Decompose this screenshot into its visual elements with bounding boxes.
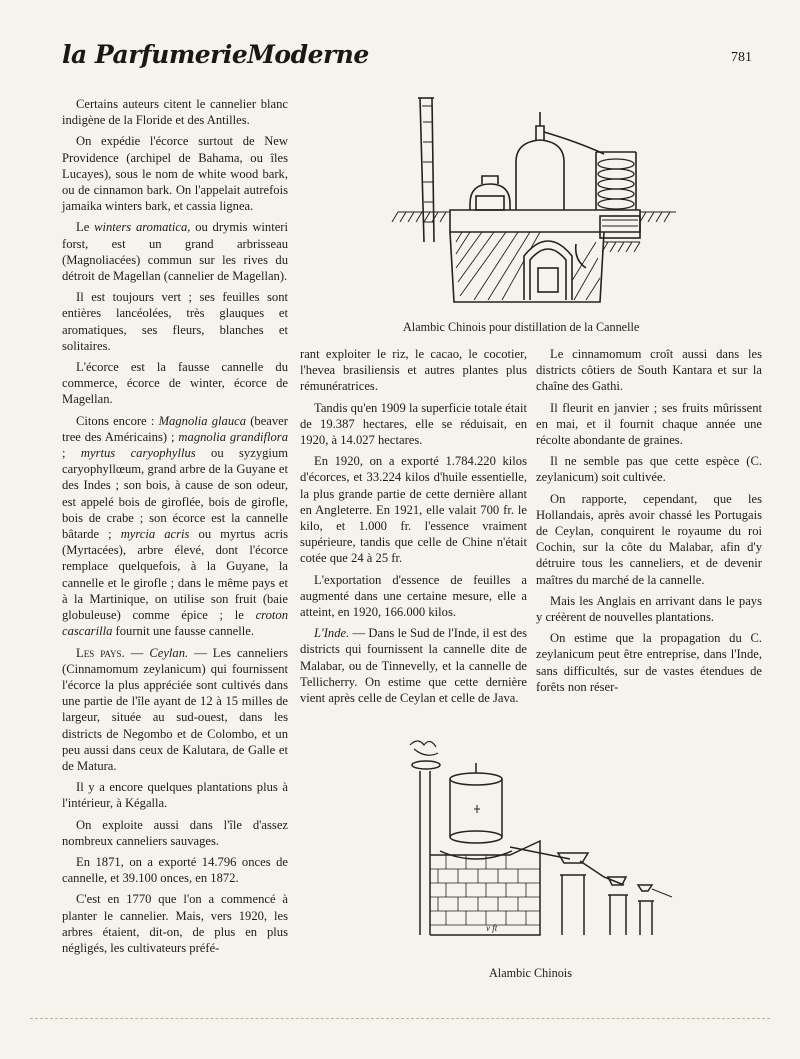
paragraph: Il est toujours vert ; ses feuilles sont entières lancéolées, très glauques et aromatiques, ses fleurs, blanches et solitaires. [62,290,288,353]
paragraph: Tandis qu'en 1909 la superficie totale était de 19.387 hectares, elle se réduisait, en 1920, à 14.027 hectares. [300,400,527,448]
paragraph: On estime que la propagation du C. zeylanicum peut être entreprise, dans l'Inde, sans difficultés, sur de vastes étendues de forêts non réser- [536,631,762,694]
paragraph: Le cinnamomum croît aussi dans les districts côtiers de South Kantara et sur la chaîne des Gathi. [536,347,762,394]
paragraph: L'écorce est la fausse cannelle du commerce, écorce de winter, écorce de Magellan. [62,360,288,407]
paragraph: C'est en 1770 que l'on a commencé à planter le cannelier. Mais, vers 1920, les arbres étaient, dit-on, de plus en plus négligés, les cultivateurs préfé- [62,892,288,955]
text-run: — [130,645,144,660]
figure-caption: Alambic Chinois [489,966,572,980]
paragraph: On expédie l'écorce surtout de New Providence (archipel de Bahama, ou îles Lucayes), sous le nom de white wood bark, ou de cinnamon bark. On l'appelait autrefois jamaika winters bark, et cassia lignea. [62,134,288,214]
text-column-right [536,346,762,700]
paragraph: Mais les Anglais en arrivant dans le pays y créèrent de nouvelles plantations. [536,593,762,625]
text-run: ou syzygium caryophyllœum, grand arbre de la Guyane et des Indes ; son bois, à cause de son odeur, est appelé bois de giroflée, bois de girofle, bois de crabe ; son écorce est la cannelle bâtarde ; [62,446,289,542]
paragraph: Certains auteurs citent le cannelier blanc indigène de la Floride et des Antilles. [62,97,288,128]
text-run: Citons encore : [76,413,155,428]
paragraph [62,645,288,775]
section-heading: Les pays. [76,645,125,660]
paragraph: L'exportation d'essence de feuilles a augmenté dans une certaine mesure, elle a atteint, en 1920, 166.000 kilos. [300,572,527,620]
alembic-illustration-1 [390,92,680,314]
text-column-middle [300,346,527,711]
text-run: — Les canneliers (Cinnamomum zeylanicum) qui fournissent l'écorce la plus appréciée sont cultivés dans une partie de l'île ayant de 12 à 15 milles de largeur, située au sud-ouest, dans les districts de Negombo et de Colombo, et un peu aussi dans ceux de Kalutara, de Galle et de Matura. [62,645,289,773]
italic-term: Magnolia glauca [158,413,247,428]
italic-term: myrtus caryophyllus [80,446,196,461]
figure-caption: Alambic Chinois pour distillation de la Cannelle [403,320,640,334]
text-run: ; [62,446,66,461]
paragraph [62,413,288,640]
text-run: fournit une fausse cannelle. [115,624,255,639]
text-column-left [62,96,288,961]
text-run: — Dans le Sud de l'Inde, il est des districts qui fournissent la cannelle dite de Malabar, ou de Tinnevelly, et la cannelle de Tellicherry. On estime que cette dernière vient après celle de Ceylan et celle de Java. [300,626,527,706]
alembic-illustration-2 [390,735,690,960]
paragraph: On rapporte, cependant, que les Hollandais, après avoir chassé les Portugais de Ceylan, conquirent le royaume du roi Cochin, sur la côte du Malabar, afin d'y détruire tous les canneliers, et de devenir maîtres du marché de la cannelle. [536,491,762,587]
text-run: ou myrtus acris (Myrtacées), arbre élevé, dont l'écorce remplace quelquefois, à la Guyane, la cannelle et le girofle ; dans le même pays et à la Martinique, on utilise son fruit (baie globuleuse) comme épice ; le [62,527,288,623]
italic-term: magnolia grandiflora [178,429,289,444]
figure-mark: v ft [486,923,498,933]
text-run: (beaver tree des Américains) ; [62,413,288,444]
text-run: Le [76,220,90,235]
italic-term: myrcia acris [120,527,190,542]
text-run: ou drymis winteri forst, est un grand arbrisseau (Magnoliacées) commun sur les rives du détroit de Magellan (cannelier de Magellan). [62,220,288,284]
paragraph: En 1920, on a exporté 1.784.220 kilos d'écorces, et 33.224 kilos d'huile essentielle, la plus grande partie de cette dernière allant en Angleterre. En 1921, elle valait 700 fr. le kilo, et 1.000 fr. l'essence vraiment supérieure, tandis que celle de Chine n'était cotée que 24 à 25 fr. [300,454,527,566]
paragraph: Il fleurit en janvier ; ses fruits mûrissent en mai, et il fournit chaque année une récolte abondante de graines. [536,400,762,448]
paragraph: rant exploiter le riz, le cacao, le cocotier, l'hevea brasiliensis et autres plantes plus rémunératrices. [300,347,527,394]
italic-term: winters aromatica, [94,220,191,235]
paragraph: Il ne semble pas que cette espèce (C. zeylanicum) soit cultivée. [536,454,762,485]
page-number: 781 [731,50,752,65]
paragraph: En 1871, on a exporté 14.796 onces de cannelle, et 39.100 onces, en 1872. [62,854,288,886]
paragraph: Il y a encore quelques plantations plus à l'intérieur, à Kégalla. [62,780,288,811]
paragraph: On exploite aussi dans l'île d'assez nombreux canneliers sauvages. [62,817,288,848]
subsection-heading: Ceylan. [149,645,189,660]
masthead-title: la ParfumerieModerne [62,40,369,69]
page-bottom-rule [30,1018,770,1019]
italic-term: croton cascarilla [62,608,288,639]
paragraph [300,625,527,706]
paragraph [62,219,288,284]
subsection-heading: L'Inde. [314,626,350,641]
